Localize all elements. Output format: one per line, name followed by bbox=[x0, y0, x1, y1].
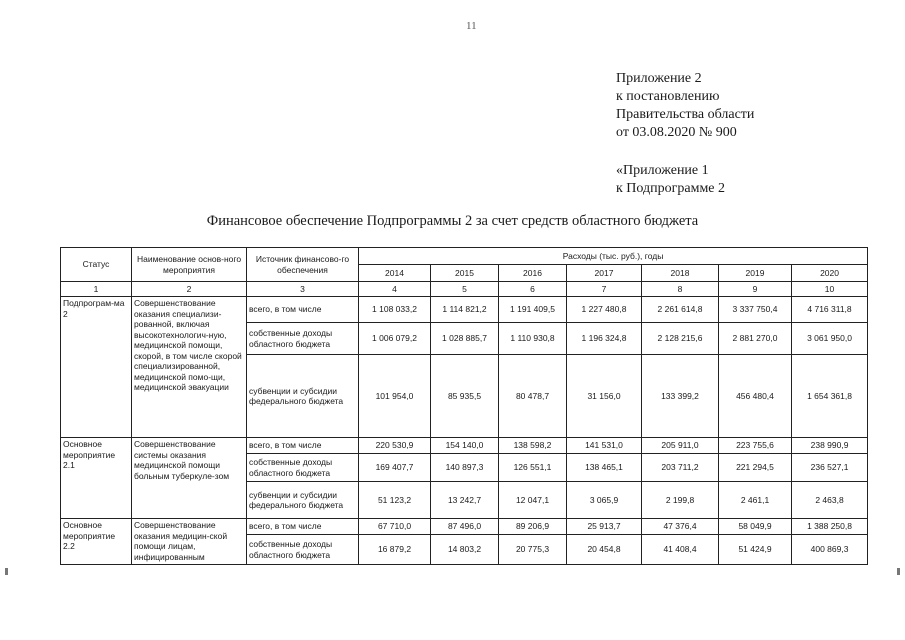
value-cell: 20 775,3 bbox=[499, 535, 567, 565]
value-cell: 1 196 324,8 bbox=[567, 323, 642, 355]
value-cell: 67 710,0 bbox=[359, 519, 431, 535]
value-cell: 141 531,0 bbox=[567, 438, 642, 454]
source-cell: всего, в том числе bbox=[247, 297, 359, 323]
value-cell: 1 388 250,8 bbox=[792, 519, 868, 535]
value-cell: 2 261 614,8 bbox=[642, 297, 719, 323]
value-cell: 16 879,2 bbox=[359, 535, 431, 565]
value-cell: 138 598,2 bbox=[499, 438, 567, 454]
status-cell: Подпрограм-ма 2 bbox=[61, 297, 132, 438]
table-row bbox=[61, 297, 868, 323]
header-year: 2020 bbox=[792, 265, 868, 282]
value-cell: 41 408,4 bbox=[642, 535, 719, 565]
value-cell: 80 478,7 bbox=[499, 355, 567, 438]
value-cell: 51 424,9 bbox=[719, 535, 792, 565]
value-cell: 47 376,4 bbox=[642, 519, 719, 535]
column-index: 6 bbox=[499, 282, 567, 297]
value-cell: 25 913,7 bbox=[567, 519, 642, 535]
source-cell: субвенции и субсидии федерального бюджета bbox=[247, 355, 359, 438]
scan-mark-right bbox=[897, 568, 900, 575]
column-index: 10 bbox=[792, 282, 868, 297]
column-index: 8 bbox=[642, 282, 719, 297]
value-cell: 456 480,4 bbox=[719, 355, 792, 438]
header-year: 2014 bbox=[359, 265, 431, 282]
approval-line: Приложение 2 bbox=[616, 71, 702, 86]
value-cell: 236 527,1 bbox=[792, 454, 868, 482]
annex-line: «Приложение 1 bbox=[616, 163, 709, 178]
value-cell: 12 047,1 bbox=[499, 482, 567, 519]
measure-name-cell: Совершенствование системы оказания медицинской помощи больным туберкуле-зом bbox=[132, 438, 247, 519]
value-cell: 140 897,3 bbox=[431, 454, 499, 482]
column-index-row bbox=[61, 282, 868, 297]
header-year: 2018 bbox=[642, 265, 719, 282]
source-cell: собственные доходы областного бюджета bbox=[247, 454, 359, 482]
value-cell: 223 755,6 bbox=[719, 438, 792, 454]
value-cell: 1 191 409,5 bbox=[499, 297, 567, 323]
column-index: 5 bbox=[431, 282, 499, 297]
header-year: 2017 bbox=[567, 265, 642, 282]
value-cell: 3 337 750,4 bbox=[719, 297, 792, 323]
value-cell: 3 065,9 bbox=[567, 482, 642, 519]
value-cell: 126 551,1 bbox=[499, 454, 567, 482]
measure-name-cell: Совершенствование оказания медицин-ской помощи лицам, инфицированным bbox=[132, 519, 247, 565]
value-cell: 13 242,7 bbox=[431, 482, 499, 519]
column-index: 3 bbox=[247, 282, 359, 297]
header-status: Статус bbox=[61, 248, 132, 282]
document-title: Финансовое обеспечение Подпрограммы 2 за счет средств областного бюджета bbox=[206, 213, 699, 229]
page-number: 11 bbox=[466, 20, 477, 32]
approval-line: от 03.08.2020 № 900 bbox=[616, 125, 737, 140]
value-cell: 1 108 033,2 bbox=[359, 297, 431, 323]
value-cell: 1 028 885,7 bbox=[431, 323, 499, 355]
value-cell: 1 110 930,8 bbox=[499, 323, 567, 355]
header-year: 2015 bbox=[431, 265, 499, 282]
value-cell: 154 140,0 bbox=[431, 438, 499, 454]
column-index: 2 bbox=[132, 282, 247, 297]
value-cell: 3 061 950,0 bbox=[792, 323, 868, 355]
value-cell: 2 128 215,6 bbox=[642, 323, 719, 355]
value-cell: 138 465,1 bbox=[567, 454, 642, 482]
value-cell: 85 935,5 bbox=[431, 355, 499, 438]
header-year: 2019 bbox=[719, 265, 792, 282]
source-cell: собственные доходы областного бюджета bbox=[247, 535, 359, 565]
value-cell: 133 399,2 bbox=[642, 355, 719, 438]
source-cell: всего, в том числе bbox=[247, 519, 359, 535]
value-cell: 101 954,0 bbox=[359, 355, 431, 438]
value-cell: 2 881 270,0 bbox=[719, 323, 792, 355]
status-cell: Основное мероприятие 2.2 bbox=[61, 519, 132, 565]
value-cell: 220 530,9 bbox=[359, 438, 431, 454]
value-cell: 203 711,2 bbox=[642, 454, 719, 482]
value-cell: 205 911,0 bbox=[642, 438, 719, 454]
value-cell: 1 227 480,8 bbox=[567, 297, 642, 323]
column-index: 4 bbox=[359, 282, 431, 297]
status-cell: Основное мероприятие 2.1 bbox=[61, 438, 132, 519]
value-cell: 238 990,9 bbox=[792, 438, 868, 454]
value-cell: 31 156,0 bbox=[567, 355, 642, 438]
source-cell: собственные доходы областного бюджета bbox=[247, 323, 359, 355]
approval-line: Правительства области bbox=[616, 107, 755, 122]
column-index: 1 bbox=[61, 282, 132, 297]
value-cell: 20 454,8 bbox=[567, 535, 642, 565]
source-cell: всего, в том числе bbox=[247, 438, 359, 454]
column-index: 9 bbox=[719, 282, 792, 297]
table-row bbox=[61, 519, 868, 535]
value-cell: 1 654 361,8 bbox=[792, 355, 868, 438]
header-expenses: Расходы (тыс. руб.), годы bbox=[359, 248, 868, 265]
value-cell: 58 049,9 bbox=[719, 519, 792, 535]
finance-table bbox=[60, 247, 868, 565]
value-cell: 14 803,2 bbox=[431, 535, 499, 565]
annex-line: к Подпрограмме 2 bbox=[616, 181, 726, 196]
column-index: 7 bbox=[567, 282, 642, 297]
source-cell: субвенции и субсидии федерального бюджета bbox=[247, 482, 359, 519]
value-cell: 87 496,0 bbox=[431, 519, 499, 535]
value-cell: 1 114 821,2 bbox=[431, 297, 499, 323]
value-cell: 1 006 079,2 bbox=[359, 323, 431, 355]
table-row bbox=[61, 438, 868, 454]
value-cell: 51 123,2 bbox=[359, 482, 431, 519]
approval-line: к постановлению bbox=[616, 89, 720, 104]
header-year: 2016 bbox=[499, 265, 567, 282]
scan-mark-left bbox=[5, 568, 8, 575]
header-name: Наименование основ-ного мероприятия bbox=[132, 248, 247, 282]
value-cell: 89 206,9 bbox=[499, 519, 567, 535]
value-cell: 4 716 311,8 bbox=[792, 297, 868, 323]
value-cell: 169 407,7 bbox=[359, 454, 431, 482]
header-source: Источник финансово-го обеспечения bbox=[247, 248, 359, 282]
measure-name-cell: Совершенствование оказания специализи-рованной, включая высокотехнологич-ную, медицинской помощи, скорой, в том числе скорой специализированной, медицинской помо-щи, медицинской эвакуации bbox=[132, 297, 247, 438]
value-cell: 2 463,8 bbox=[792, 482, 868, 519]
value-cell: 2 199,8 bbox=[642, 482, 719, 519]
value-cell: 221 294,5 bbox=[719, 454, 792, 482]
value-cell: 2 461,1 bbox=[719, 482, 792, 519]
value-cell: 400 869,3 bbox=[792, 535, 868, 565]
approval-block bbox=[616, 70, 754, 198]
